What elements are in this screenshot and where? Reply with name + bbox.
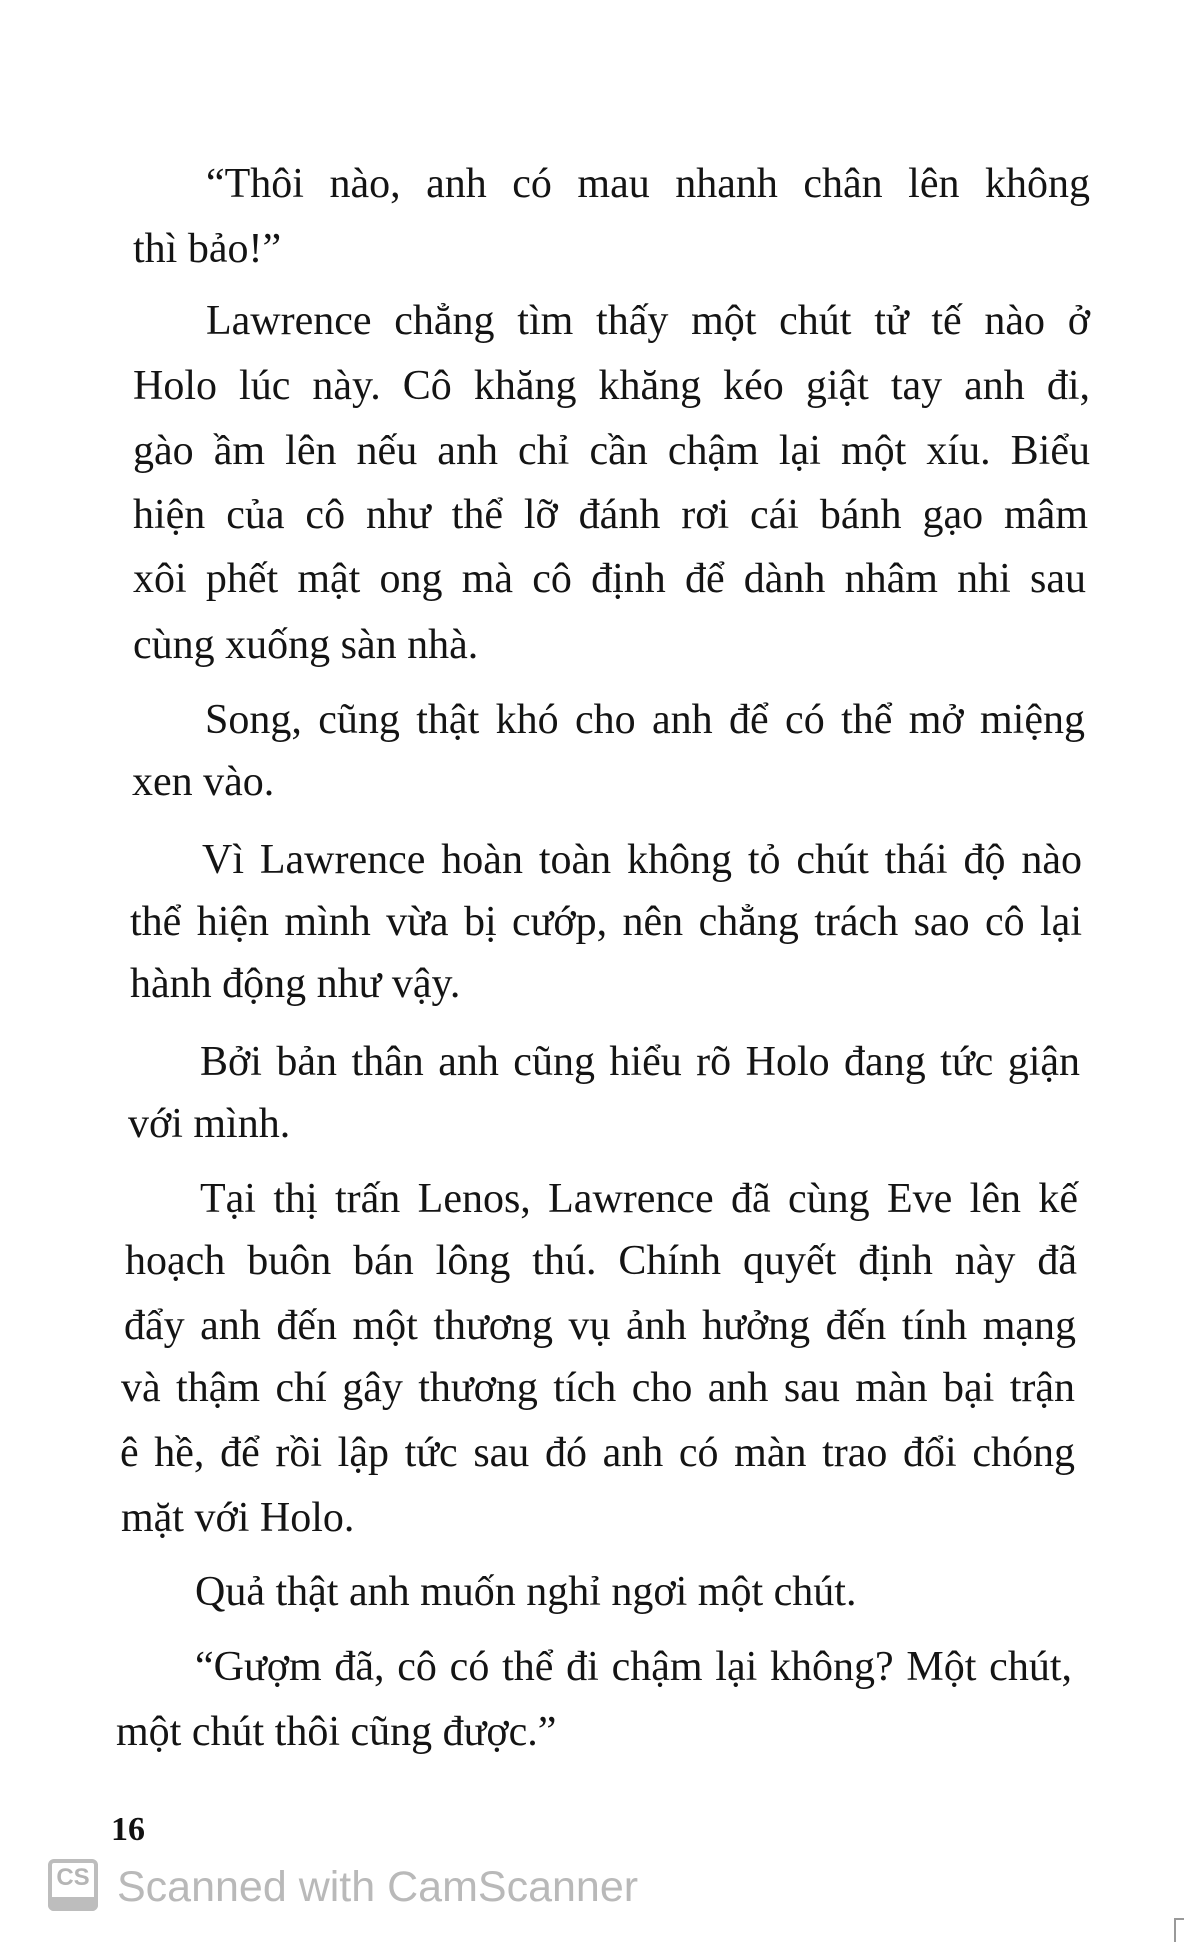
text-line: Quả thật anh muốn nghỉ ngơi một chút. (195, 1569, 857, 1615)
text-line: đẩy anh đến một thương vụ ảnh hưởng đến tính mạng (124, 1303, 1076, 1349)
text-line: xen vào. (132, 759, 275, 805)
text-line: Song, cũng thật khó cho anh để có thể mở miệng (205, 697, 1085, 743)
text-line: mặt với Holo. (121, 1495, 355, 1541)
text-line: Holo lúc này. Cô khăng khăng kéo giật tay anh đi, (133, 363, 1090, 409)
text-line: xôi phết mật ong mà cô định để dành nhâm nhi sau (133, 556, 1086, 602)
text-line: “Gượm đã, cô có thể đi chậm lại không? Một chút, (195, 1644, 1072, 1690)
text-line: Vì Lawrence hoàn toàn không tỏ chút thái độ nào (202, 837, 1082, 883)
camscanner-logo-icon: CS (48, 1859, 98, 1911)
scanner-watermark: Scanned with CamScanner (117, 1863, 639, 1911)
page-number: 16 (111, 1811, 145, 1848)
text-line: Bởi bản thân anh cũng hiểu rõ Holo đang tức giận (200, 1039, 1080, 1085)
text-line: một chút thôi cũng được.” (116, 1709, 557, 1755)
text-line: thì bảo!” (133, 226, 282, 272)
text-line: Tại thị trấn Lenos, Lawrence đã cùng Eve lên kế (200, 1176, 1078, 1222)
text-line: Lawrence chẳng tìm thấy một chút tử tế nào ở (206, 298, 1090, 344)
text-line: với mình. (128, 1101, 291, 1147)
text-line: và thậm chí gây thương tích cho anh sau màn bại trận (121, 1365, 1075, 1411)
text-line: thể hiện mình vừa bị cướp, nên chẳng trách sao cô lại (130, 899, 1082, 945)
text-line: ê hề, để rồi lập tức sau đó anh có màn trao đổi chóng (120, 1430, 1075, 1476)
text-line: gào ầm lên nếu anh chỉ cần chậm lại một xíu. Biểu (133, 428, 1090, 474)
text-line: cùng xuống sàn nhà. (133, 622, 479, 668)
text-line: hiện của cô như thể lỡ đánh rơi cái bánh gạo mâm (133, 492, 1088, 538)
text-line: hoạch buôn bán lông thú. Chính quyết định này đã (125, 1238, 1077, 1284)
text-line: “Thôi nào, anh có mau nhanh chân lên không (206, 161, 1090, 207)
text-line: hành động như vậy. (130, 961, 461, 1007)
page-corner-mark (1174, 1918, 1184, 1942)
